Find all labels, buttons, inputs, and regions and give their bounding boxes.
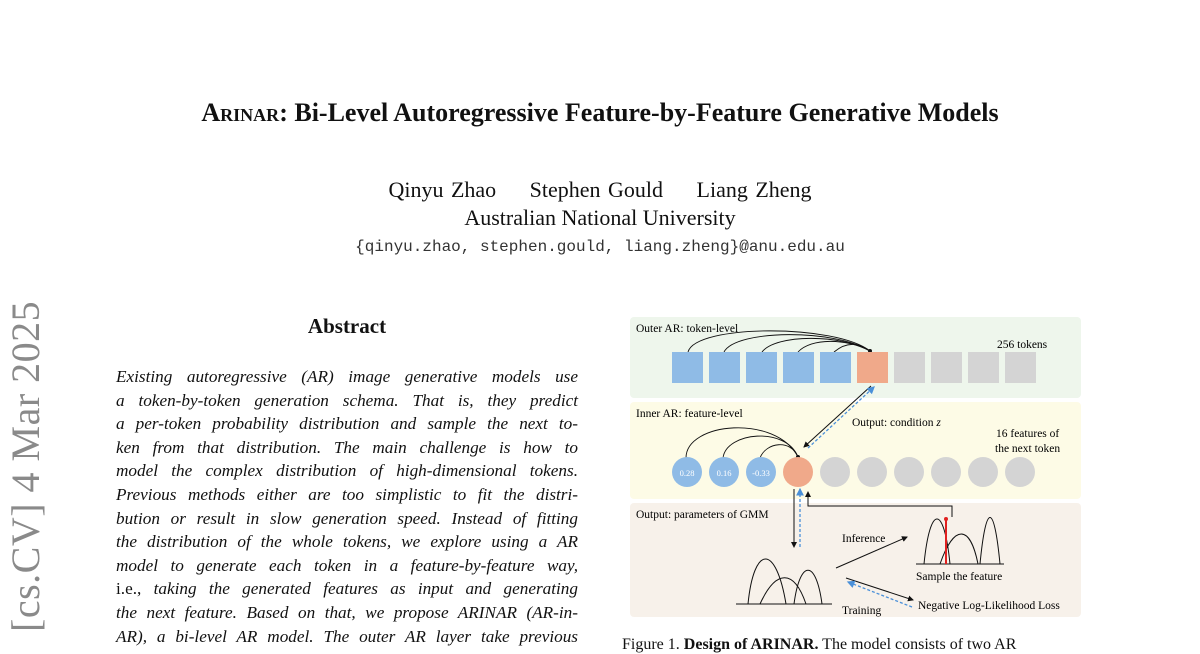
inference-label: Inference (842, 533, 886, 545)
current-feature (783, 457, 813, 487)
features-label: the next token (995, 443, 1061, 455)
caption-prefix: Figure 1. (622, 636, 680, 653)
features-label: 16 features of (996, 428, 1060, 440)
figure-caption (622, 636, 1016, 654)
future-token (894, 352, 925, 383)
generated-token (820, 352, 851, 383)
nll-loss-label: Negative Log-Likelihood Loss (918, 600, 1060, 612)
sample-feature-label: Sample the feature (916, 571, 1003, 583)
abstract-line: Existing autoregressive (AR) image generative models use (116, 367, 578, 386)
caption-text: The model consists of two AR (818, 636, 1017, 653)
abstract-line: the next feature. Based on that, we propose ARINAR (AR-in- (116, 602, 578, 622)
abstract-line: AR), a bi-level AR model. The outer AR layer take previous (116, 626, 578, 646)
future-feature (968, 457, 998, 487)
abstract-line: model the complex distribution of high-dimensional tokens. (116, 461, 578, 481)
title-prefix: Arinar (201, 98, 280, 127)
caption-title: Design of ARINAR. (683, 636, 819, 653)
current-token (857, 352, 888, 383)
generated-token (783, 352, 814, 383)
title-rest: : Bi-Level Autoregressive Feature-by-Feature Generative Models (279, 98, 999, 127)
generated-token (709, 352, 740, 383)
arxiv-stamp: [cs.CV] 4 Mar 2025 (3, 300, 48, 632)
abstract-line: ken from that distribution. The main challenge is how to (116, 437, 578, 457)
affiliation: Australian National University (464, 205, 736, 230)
abstract-line (116, 577, 578, 601)
author-name: Stephen Gould (529, 177, 664, 202)
future-feature (857, 457, 887, 487)
future-feature (1005, 457, 1035, 487)
author-list (0, 177, 1200, 203)
abstract-body (116, 365, 578, 648)
sampled-value-dot (944, 517, 948, 521)
abstract-heading: Abstract (307, 314, 387, 338)
generated-token (746, 352, 777, 383)
outer-ar-label: Outer AR: token-level (636, 323, 739, 335)
future-feature (820, 457, 850, 487)
abstract-line: the distribution of the whole tokens, we explore using a AR (116, 532, 578, 552)
feature-value: -0.33 (752, 468, 770, 478)
abstract-line: a token-by-token generation schema. That is, they predict (116, 390, 578, 410)
arinar-diagram (626, 314, 1086, 624)
gmm-label: Output: parameters of GMM (636, 509, 769, 521)
generated-token (672, 352, 703, 383)
abstract-line: model to generate each token in a feature-by-feature way, (116, 555, 578, 575)
abstract-ie: i.e., (116, 579, 142, 599)
future-token (968, 352, 999, 383)
future-feature (894, 457, 924, 487)
abstract-line: a per-token probability distribution and sample the next to- (116, 414, 578, 434)
future-token (1005, 352, 1036, 383)
author-name: Liang Zheng (696, 177, 812, 202)
tokens-count-label: 256 tokens (997, 339, 1048, 351)
training-label: Training (842, 605, 882, 617)
abstract-line-rest: taking the generated features as input and generating (141, 579, 578, 599)
author-emails: {qinyu.zhao, stephen.gould, liang.zheng}@anu.edu.au (355, 238, 845, 256)
future-feature (931, 457, 961, 487)
paper-title (0, 98, 1200, 128)
inner-ar-label: Inner AR: feature-level (636, 408, 743, 420)
feature-value: 0.28 (679, 468, 695, 478)
author-name: Qinyu Zhao (388, 177, 497, 202)
feature-value: 0.16 (716, 468, 732, 478)
abstract-line: Previous methods either are too simplistic to fit the distri- (116, 484, 578, 504)
abstract-line: bution or result in slow generation speed. Instead of fitting (116, 508, 578, 528)
condition-label: Output: condition z (852, 417, 941, 429)
future-token (931, 352, 962, 383)
